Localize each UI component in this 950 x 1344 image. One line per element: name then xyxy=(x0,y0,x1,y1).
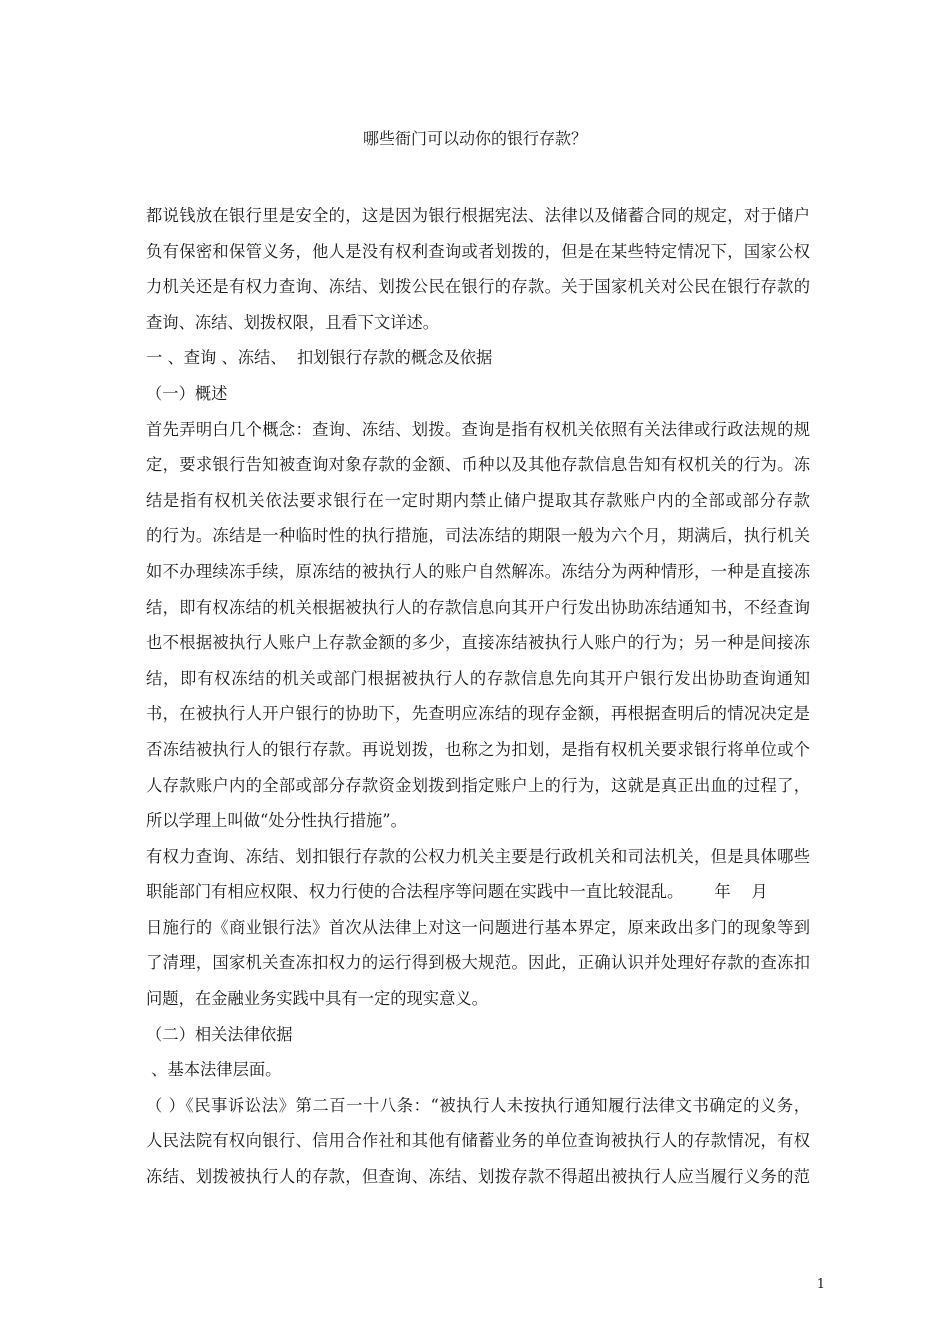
text-line: 了清理，国家机关查冻扣权力的运行得到极大规范。因此，正确认识并处理好存款的查冻扣 xyxy=(146,953,810,973)
text-line: （ ）《民事诉讼法》第二百一十八条：“被执行人未按执行通知履行法律文书确定的义务， xyxy=(146,1095,810,1115)
text-line: 首先弄明白几个概念：查询、冻结、划拨。查询是指有权机关依照有关法律或行政法规的规 xyxy=(146,419,810,439)
text-line: 结是指有权机关依法要求银行在一定时期内禁止储户提取其存款账户内的全部或部分存款 xyxy=(146,490,810,510)
text-line: 的行为。冻结是一种临时性的执行措施，司法冻结的期限一般为六个月，期满后，执行机关 xyxy=(146,526,810,546)
text-line: 负有保密和保管义务，他人是没有权利查询或者划拨的，但是在某些特定情况下，国家公权 xyxy=(146,241,810,261)
text-line: 查询、冻结、划拨权限，且看下文详述。 xyxy=(146,312,440,332)
text-line: 一 、查询 、冻结、 扣划银行存款的概念及依据 xyxy=(146,348,493,368)
text-line: 结，即有权冻结的机关或部门根据被执行人的存款信息先向其开户银行发出协助查询通知 xyxy=(146,668,810,688)
text-line: 职能部门有相应权限、权力行使的合法程序等问题在实践中一直比较混乱。 年 月 xyxy=(146,882,768,902)
text-line: 定，要求银行告知被查询对象存款的金额、币种以及其他存款信息告知有权机关的行为。冻 xyxy=(146,455,810,475)
text-line: 人民法院有权向银行、信用合作社和其他有储蓄业务的单位查询被执行人的存款情况，有权 xyxy=(146,1131,810,1151)
text-line: 冻结、划拨被执行人的存款，但查询、冻结、划拨存款不得超出被执行人应当履行义务的范 xyxy=(146,1167,810,1187)
text-line: （一）概述 xyxy=(146,383,228,403)
text-line: 书，在被执行人开户银行的协助下，先查明应冻结的现存金额，再根据查明后的情况决定是 xyxy=(146,704,810,724)
text-line: 都说钱放在银行里是安全的，这是因为银行根据宪法、法律以及储蓄合同的规定，对于储户 xyxy=(146,206,810,225)
page-number: 1 xyxy=(816,1277,825,1292)
text-line: 日施行的《商业银行法》首次从法律上对这一问题进行基本界定，原来政出多门的现象等到 xyxy=(146,917,810,937)
text-line: 问题，在金融业务实践中具有一定的现实意义。 xyxy=(146,989,488,1009)
text-line: 人存款账户内的全部或部分存款资金划拨到指定账户上的行为，这就是真正出血的过程了， xyxy=(146,775,810,795)
text-line: 结，即有权冻结的机关根据被执行人的存款信息向其开户行发出协助冻结通知书，不经查询 xyxy=(146,597,810,617)
text-line: 所以学理上叫做“处分性执行措施”。 xyxy=(146,811,407,831)
text-line: 有权力查询、冻结、划扣银行存款的公权力机关主要是行政机关和司法机关，但是具体哪些 xyxy=(146,846,810,866)
text-line: 也不根据被执行人账户上存款金额的多少，直接冻结被执行人账户的行为；另一种是间接冻 xyxy=(146,633,810,653)
document-title: 哪些衙门可以动你的银行存款？ xyxy=(362,129,587,148)
document-body xyxy=(146,198,810,1195)
text-line: 、基本法律层面。 xyxy=(146,1060,282,1080)
text-line: 否冻结被执行人的银行存款。再说划拨，也称之为扣划，是指有权机关要求银行将单位或个 xyxy=(146,739,810,759)
text-line: （二）相关法律依据 xyxy=(146,1024,293,1044)
text-line: 力机关还是有权力查询、冻结、划拨公民在银行的存款。关于国家机关对公民在银行存款的 xyxy=(146,277,810,297)
text-line: 如不办理续冻手续，原冻结的被执行人的账户自然解冻。冻结分为两种情形，一种是直接冻 xyxy=(146,561,810,581)
